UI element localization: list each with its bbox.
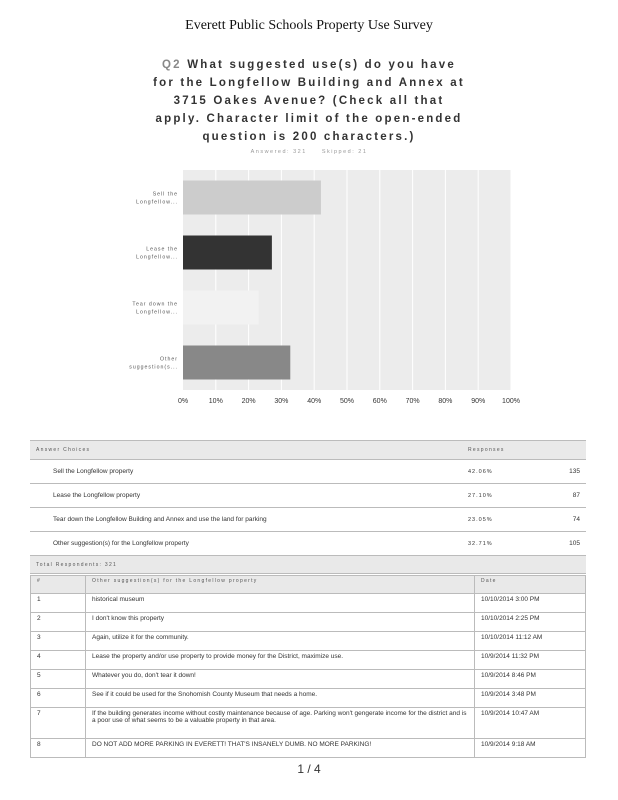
comment-row: [31, 689, 586, 708]
answered-skipped: [0, 149, 618, 155]
answer-table-header: [30, 441, 586, 460]
answer-count: 87: [529, 484, 586, 508]
bar: [183, 346, 290, 380]
question-number: Q2: [162, 59, 182, 71]
answer-label: Other suggestion(s) for the Longfellow property: [30, 532, 467, 556]
answer-row: [30, 532, 586, 556]
x-tick-label: 40%: [307, 398, 322, 405]
comments-table: [30, 575, 586, 758]
answer-percent: 32.71%: [467, 532, 529, 556]
page-indicator: 1 / 4: [297, 762, 321, 776]
comments-table-header: [31, 576, 586, 594]
total-respondents-row: [30, 556, 586, 574]
skipped-count: Skipped: 21: [321, 149, 368, 155]
answer-count: 74: [529, 508, 586, 532]
x-tick-label: 60%: [372, 398, 387, 405]
comment-date: 10/9/2014 9:18 AM: [475, 739, 586, 758]
answer-percent: 42.06%: [467, 460, 529, 484]
comment-number: 5: [31, 670, 86, 689]
comment-text: Lease the property and/or use property to provide money for the District, maximize use.: [86, 651, 475, 670]
x-tick-label: 20%: [241, 398, 256, 405]
comment-row: [31, 632, 586, 651]
answer-choices-header: Answer Choices: [30, 441, 467, 460]
x-tick-label: 90%: [471, 398, 486, 405]
comment-date: 10/9/2014 10:47 AM: [475, 708, 586, 739]
category-label: Other suggestion(s...: [129, 356, 178, 371]
x-tick-label: 70%: [405, 398, 420, 405]
category-label: Lease the Longfellow...: [136, 246, 178, 261]
comment-number: 6: [31, 689, 86, 708]
number-header: #: [31, 576, 86, 594]
comment-row: [31, 594, 586, 613]
comment-text: If the building generates income without costly maintenance because of age. Parking won't gengerate income for the district and is a poor use of what seems to be a valuable property in that area.: [86, 708, 475, 739]
answer-row: [30, 508, 586, 532]
comment-number: 1: [31, 594, 86, 613]
comment-text: Whatever you do, don't tear it down!: [86, 670, 475, 689]
bar: [183, 181, 321, 215]
answer-label: Tear down the Longfellow Building and Annex and use the land for parking: [30, 508, 467, 532]
document-title: Everett Public Schools Property Use Survey: [185, 18, 433, 33]
answer-choices-table: [30, 440, 586, 574]
question-title: [150, 56, 468, 146]
x-tick-label: 30%: [274, 398, 289, 405]
comment-row: [31, 708, 586, 739]
comment-number: 4: [31, 651, 86, 670]
answer-row: [30, 484, 586, 508]
answer-label: Lease the Longfellow property: [30, 484, 467, 508]
comment-row: [31, 670, 586, 689]
comment-row: [31, 739, 586, 758]
answered-count: Answered: 321: [250, 149, 307, 155]
bar: [183, 291, 259, 325]
x-tick-label: 50%: [339, 398, 355, 405]
comment-row: [31, 651, 586, 670]
answer-row: [30, 460, 586, 484]
answer-label: Sell the Longfellow property: [30, 460, 467, 484]
comment-number: 2: [31, 613, 86, 632]
answer-count: 135: [529, 460, 586, 484]
comment-date: 10/9/2014 11:32 PM: [475, 651, 586, 670]
comment-date: 10/10/2014 2:25 PM: [475, 613, 586, 632]
comment-text: I don't know this property: [86, 613, 475, 632]
comment-date: 10/9/2014 3:48 PM: [475, 689, 586, 708]
comment-date: 10/9/2014 8:46 PM: [475, 670, 586, 689]
answer-count: 105: [529, 532, 586, 556]
category-label: Tear down the Longfellow...: [132, 301, 178, 316]
answer-percent: 23.05%: [467, 508, 529, 532]
comment-text: See if it could be used for the Snohomish County Museum that needs a home.: [86, 689, 475, 708]
comment-text: DO NOT ADD MORE PARKING IN EVERETT! THAT'S INSANELY DUMB. NO MORE PARKING!: [86, 739, 475, 758]
comment-number: 8: [31, 739, 86, 758]
responses-header: Responses: [467, 441, 586, 460]
answer-percent: 27.10%: [467, 484, 529, 508]
comment-text: Again, utilize it for the community.: [86, 632, 475, 651]
question-text: What suggested use(s) do you have for the Longfellow Building and Annex at 3715 Oakes Avenue? (Check all that apply. Character limit of the open-ended question is 200 characters.): [153, 59, 465, 143]
comment-number: 3: [31, 632, 86, 651]
total-respondents: Total Respondents: 321: [30, 556, 586, 574]
category-label: Sell the Longfellow...: [136, 191, 178, 206]
suggestion-header: Other suggestion(s) for the Longfellow property: [86, 576, 475, 594]
bar-chart: [0, 160, 618, 415]
comment-date: 10/10/2014 3:00 PM: [475, 594, 586, 613]
comment-date: 10/10/2014 11:12 AM: [475, 632, 586, 651]
comment-number: 7: [31, 708, 86, 739]
bar: [183, 236, 272, 270]
date-header: Date: [475, 576, 586, 594]
comment-text: historical museum: [86, 594, 475, 613]
x-tick-label: 10%: [208, 398, 223, 405]
comment-row: [31, 613, 586, 632]
x-tick-label: 100%: [502, 398, 520, 405]
x-tick-label: 0%: [177, 398, 189, 405]
x-tick-label: 80%: [438, 398, 453, 405]
